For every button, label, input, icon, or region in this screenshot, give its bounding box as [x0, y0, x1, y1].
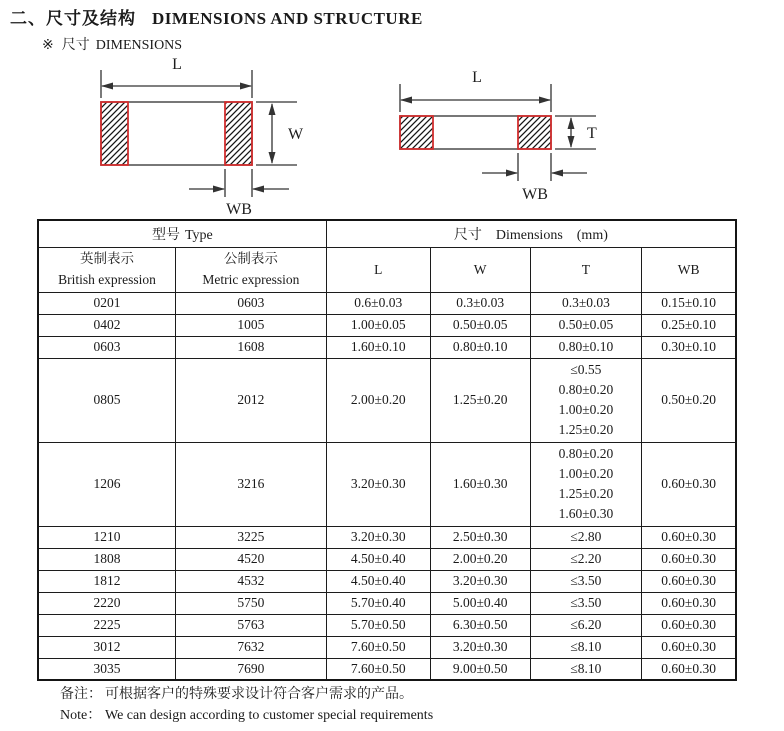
cell-british: 1206	[38, 442, 176, 526]
note-en-text: We can design according to customer special requirements	[105, 708, 434, 723]
cell-w: 1.25±0.20	[430, 358, 530, 442]
header-dim-unit: (mm)	[576, 227, 608, 243]
header-dimensions	[326, 220, 736, 247]
cell-wb: 0.60±0.30	[642, 570, 736, 592]
table-row	[38, 548, 736, 570]
header-type	[38, 220, 326, 247]
cell-british: 3012	[38, 636, 176, 658]
cell-british: 2225	[38, 614, 176, 636]
cell-l: 7.60±0.50	[326, 658, 430, 680]
chip-top-view-drawing	[93, 56, 338, 218]
cell-wb: 0.25±0.10	[642, 314, 736, 336]
note-zh-text: 可根据客户的特殊要求设计符合客户需求的产品。	[105, 687, 413, 702]
cell-wb: 0.60±0.30	[642, 442, 736, 526]
cell-w: 2.00±0.20	[430, 548, 530, 570]
cell-wb: 0.60±0.30	[642, 548, 736, 570]
dimension-table-body	[38, 292, 736, 680]
cell-w: 1.60±0.30	[430, 442, 530, 526]
header-col-W: W	[430, 247, 530, 292]
table-row	[38, 526, 736, 548]
section-heading-zh: 尺寸	[61, 38, 90, 53]
note-en-label: Note：	[60, 708, 102, 723]
table-row	[38, 442, 736, 526]
cell-l: 1.60±0.10	[326, 336, 430, 358]
header-dim-zh: 尺寸	[453, 227, 482, 243]
dim-label-WB: WB	[522, 186, 548, 203]
header-type-zh: 型号	[151, 227, 180, 243]
cell-l: 4.50±0.40	[326, 548, 430, 570]
cell-british: 1210	[38, 526, 176, 548]
cell-metric: 4520	[176, 548, 327, 570]
header-british	[38, 247, 176, 292]
cell-w: 5.00±0.40	[430, 592, 530, 614]
cell-t: 0.80±0.10	[530, 336, 642, 358]
cell-w: 2.50±0.30	[430, 526, 530, 548]
cell-t: ≤6.20	[530, 614, 642, 636]
cell-w: 6.30±0.50	[430, 614, 530, 636]
cell-w: 9.00±0.50	[430, 658, 530, 680]
chip-side-view-diagram	[391, 56, 626, 211]
header-col-L: L	[326, 247, 430, 292]
header-col-T: T	[530, 247, 642, 292]
table-row	[38, 292, 736, 314]
table-row	[38, 658, 736, 680]
header-metric-zh: 公制表示	[223, 251, 278, 267]
dim-label-L: L	[172, 56, 182, 73]
cell-wb: 0.60±0.30	[642, 636, 736, 658]
header-metric	[176, 247, 327, 292]
cell-wb: 0.60±0.30	[642, 526, 736, 548]
header-metric-en: Metric expression	[202, 271, 300, 287]
cell-l: 4.50±0.40	[326, 570, 430, 592]
left-terminal	[101, 102, 128, 165]
header-british-en: British expression	[58, 271, 156, 287]
cell-t: 0.80±0.20 1.00±0.20 1.25±0.20 1.60±0.30	[530, 442, 642, 526]
notes	[60, 684, 433, 726]
cell-l: 3.20±0.30	[326, 526, 430, 548]
page-title-en: DIMENSIONS AND STRUCTURE	[152, 9, 423, 28]
cell-l: 2.00±0.20	[326, 358, 430, 442]
cell-metric: 4532	[176, 570, 327, 592]
note-en	[60, 705, 433, 726]
cell-metric: 7632	[176, 636, 327, 658]
cell-metric: 1608	[176, 336, 327, 358]
right-terminal	[225, 102, 252, 165]
cell-t: 0.50±0.05	[530, 314, 642, 336]
cell-t: ≤3.50	[530, 592, 642, 614]
cell-british: 0805	[38, 358, 176, 442]
cell-t: ≤8.10	[530, 636, 642, 658]
right-terminal	[518, 116, 551, 149]
cell-t: ≤0.55 0.80±0.20 1.00±0.20 1.25±0.20	[530, 358, 642, 442]
cell-l: 0.6±0.03	[326, 292, 430, 314]
page-title-zh: 二、尺寸及结构	[10, 9, 136, 28]
cell-l: 7.60±0.50	[326, 636, 430, 658]
dim-label-WB: WB	[226, 201, 252, 218]
cell-l: 5.70±0.40	[326, 592, 430, 614]
cell-metric: 7690	[176, 658, 327, 680]
table-row	[38, 314, 736, 336]
dim-label-L: L	[472, 69, 482, 86]
table-row	[38, 570, 736, 592]
chip-side-view-drawing	[391, 56, 626, 206]
cell-british: 0603	[38, 336, 176, 358]
note-zh	[60, 684, 433, 705]
cell-metric: 5750	[176, 592, 327, 614]
header-dim-en: Dimensions	[495, 227, 563, 243]
header-type-en: Type	[184, 227, 213, 243]
table-row	[38, 636, 736, 658]
note-zh-label: 备注：	[60, 687, 102, 702]
section-heading-en: DIMENSIONS	[95, 38, 183, 53]
cell-t: 0.3±0.03	[530, 292, 642, 314]
cell-wb: 0.15±0.10	[642, 292, 736, 314]
table-header-column-row	[38, 247, 736, 292]
cell-w: 0.80±0.10	[430, 336, 530, 358]
header-british-zh: 英制表示	[80, 251, 134, 267]
cell-metric: 2012	[176, 358, 327, 442]
cell-w: 0.50±0.05	[430, 314, 530, 336]
cell-w: 3.20±0.30	[430, 636, 530, 658]
cell-w: 3.20±0.30	[430, 570, 530, 592]
cell-t: ≤3.50	[530, 570, 642, 592]
cell-british: 1808	[38, 548, 176, 570]
cell-british: 2220	[38, 592, 176, 614]
table-row	[38, 592, 736, 614]
section-heading	[42, 34, 182, 54]
cell-wb: 0.30±0.10	[642, 336, 736, 358]
cell-british: 3035	[38, 658, 176, 680]
table-row	[38, 336, 736, 358]
left-terminal	[400, 116, 433, 149]
cell-wb: 0.60±0.30	[642, 614, 736, 636]
cell-t: ≤2.80	[530, 526, 642, 548]
dim-label-W: W	[288, 126, 304, 143]
table-header-group-row	[38, 220, 736, 247]
reference-mark-icon: ※	[42, 38, 54, 53]
dim-label-T: T	[587, 125, 597, 142]
cell-l: 5.70±0.50	[326, 614, 430, 636]
cell-metric: 3225	[176, 526, 327, 548]
cell-t: ≤8.10	[530, 658, 642, 680]
cell-metric: 3216	[176, 442, 327, 526]
cell-wb: 0.50±0.20	[642, 358, 736, 442]
table-row	[38, 358, 736, 442]
table-row	[38, 614, 736, 636]
cell-british: 0402	[38, 314, 176, 336]
cell-l: 3.20±0.30	[326, 442, 430, 526]
cell-t: ≤2.20	[530, 548, 642, 570]
chip-top-view-diagram	[93, 56, 338, 223]
cell-wb: 0.60±0.30	[642, 658, 736, 680]
cell-metric: 0603	[176, 292, 327, 314]
cell-l: 1.00±0.05	[326, 314, 430, 336]
page-title	[10, 4, 423, 29]
dimensions-table	[37, 219, 737, 681]
cell-metric: 5763	[176, 614, 327, 636]
cell-british: 1812	[38, 570, 176, 592]
cell-wb: 0.60±0.30	[642, 592, 736, 614]
cell-w: 0.3±0.03	[430, 292, 530, 314]
cell-metric: 1005	[176, 314, 327, 336]
header-col-WB: WB	[642, 247, 736, 292]
cell-british: 0201	[38, 292, 176, 314]
